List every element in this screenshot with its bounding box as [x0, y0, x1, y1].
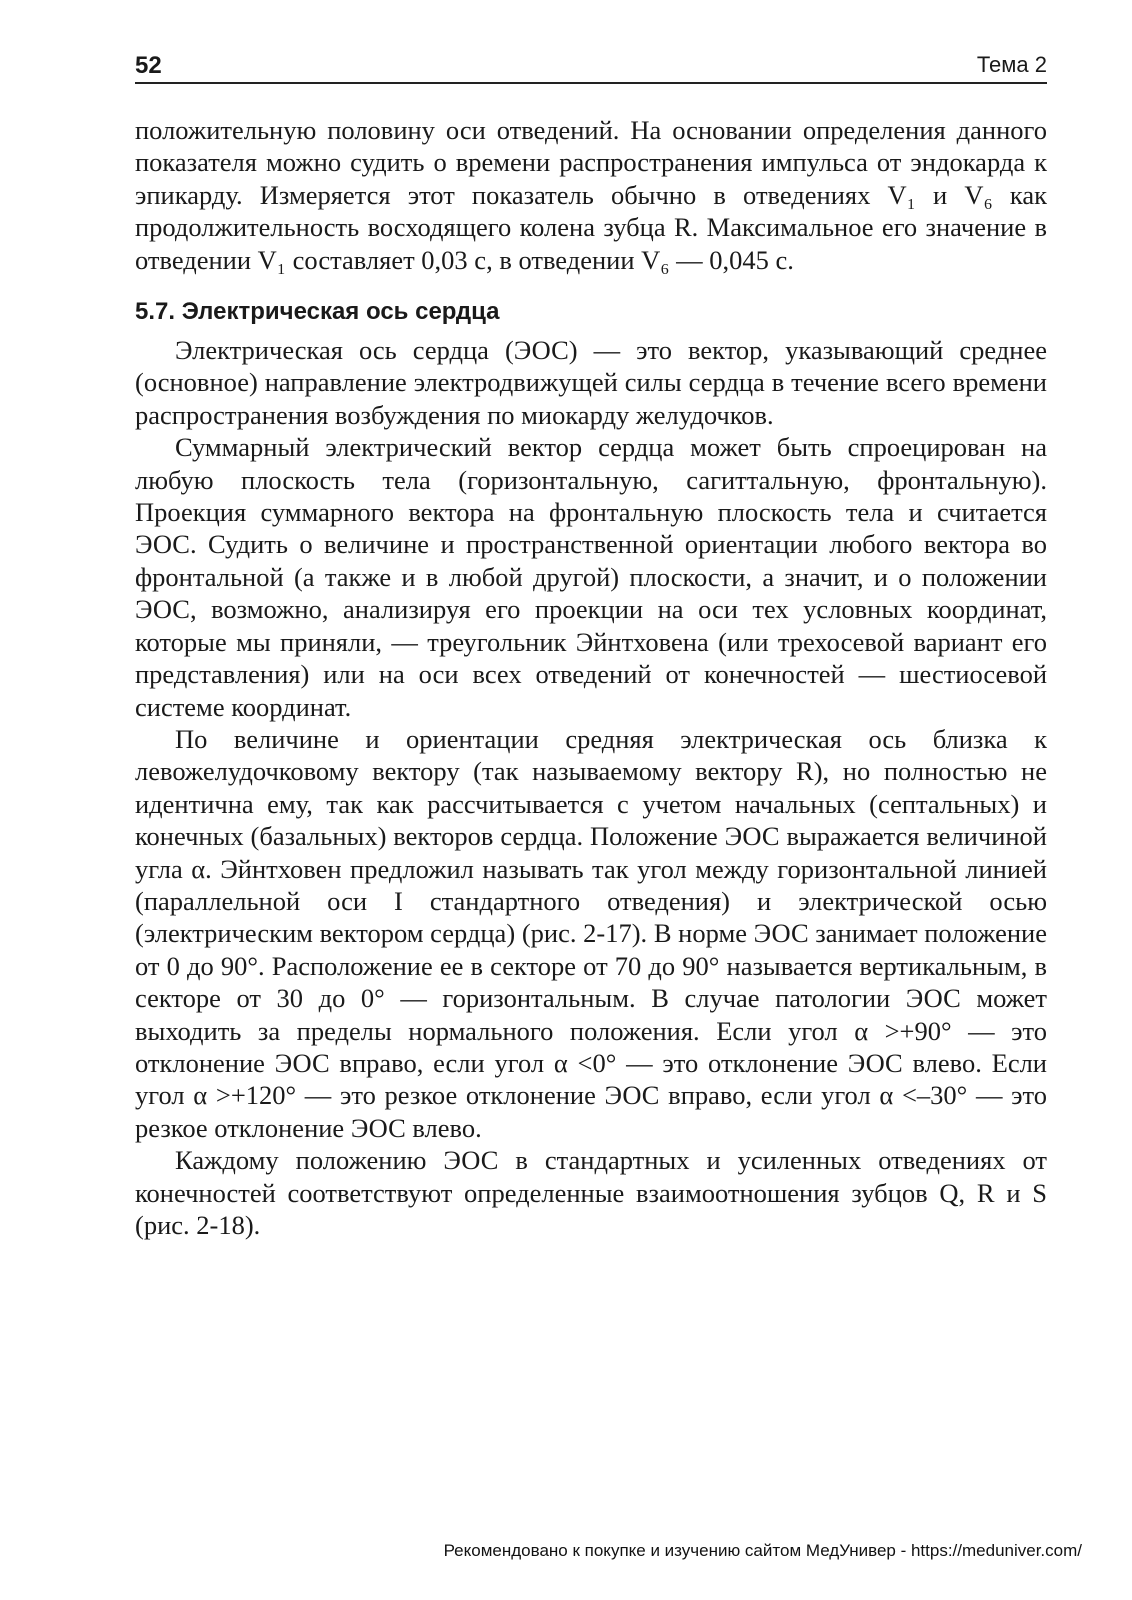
section-heading: 5.7. Электрическая ось сердца [135, 298, 500, 326]
body-paragraph: положительную половину оси отведений. На основании определения данного показателя можно судить о времени распространения импульса от эндокарда к эпикарду. Измеряется этот показатель обычно в отведениях V₁ и V₆ как продолжительность восходящего колена зубца R. Максимальное его значение в отведении V₁ составляет 0,03 с, в отведении V₆ — 0,045 с. [135, 115, 1047, 275]
body-paragraph: Суммарный электрический вектор сердца может быть спроецирован на любую плоскость тела (горизонтальную, сагиттальную, фронтальную). Проекция суммарного вектора на фронтальную плоскость тела и считается ЭОС. Судить о величине и пространственной ориентации любого вектора во фронтальной (а также и в любой другой) плоскости, а значит, и о положении ЭОС, возможно, анализируя его проекции на оси тех условных координат, которые мы приняли, — треугольник Эйнтховена (или трехосевой вариант его представления) или на оси всех отведений от конечностей — шестиосевой системе координат. [135, 432, 1047, 722]
footer-recommendation-link[interactable]: Рекомендовано к покупке и изучению сайтом МедУнивер - https://meduniver.com/ [443, 1541, 1082, 1560]
body-paragraph: Каждому положению ЭОС в стандартных и усиленных отведениях от конечностей соответствуют определенные взаимоотношения зубцов Q, R и S (рис. 2-18). [135, 1145, 1047, 1240]
running-head: Тема 2 [976, 52, 1047, 77]
page-header [135, 48, 1047, 84]
body-paragraph: По величине и ориентации средняя электрическая ось близка к левожелудочковому вектору (так называемому вектору R), но полностью не идентична ему, так как рассчитывается с учетом начальных (септальных) и конечных (базальных) векторов сердца. Положение ЭОС выражается величиной угла α. Эйнтховен предложил называть так угол между горизонтальной линией (параллельной оси I стандартного отведения) и электрической осью (электрическим вектором сердца) (рис. 2-17). В норме ЭОС занимает положение от 0 до 90°. Расположение ее в секторе от 70 до 90° называется вертикальным, в секторе от 30 до 0° — горизонтальным. В случае патологии ЭОС может выходить за пределы нормального положения. Если угол α >+90° — это отклонение ЭОС вправо, если угол α <0° — это отклонение ЭОС влево. Если угол α >+120° — это резкое отклонение ЭОС вправо, если угол α <–30° — это резкое отклонение ЭОС влево. [135, 723, 1047, 1143]
page-number: 52 [135, 52, 162, 79]
body-paragraph: Электрическая ось сердца (ЭОС) — это вектор, указывающий среднее (основное) направление электродвижущей силы сердца в течение всего времени распространения возбуждения по миокарду желудочков. [135, 335, 1047, 430]
page-body [135, 114, 1047, 1241]
